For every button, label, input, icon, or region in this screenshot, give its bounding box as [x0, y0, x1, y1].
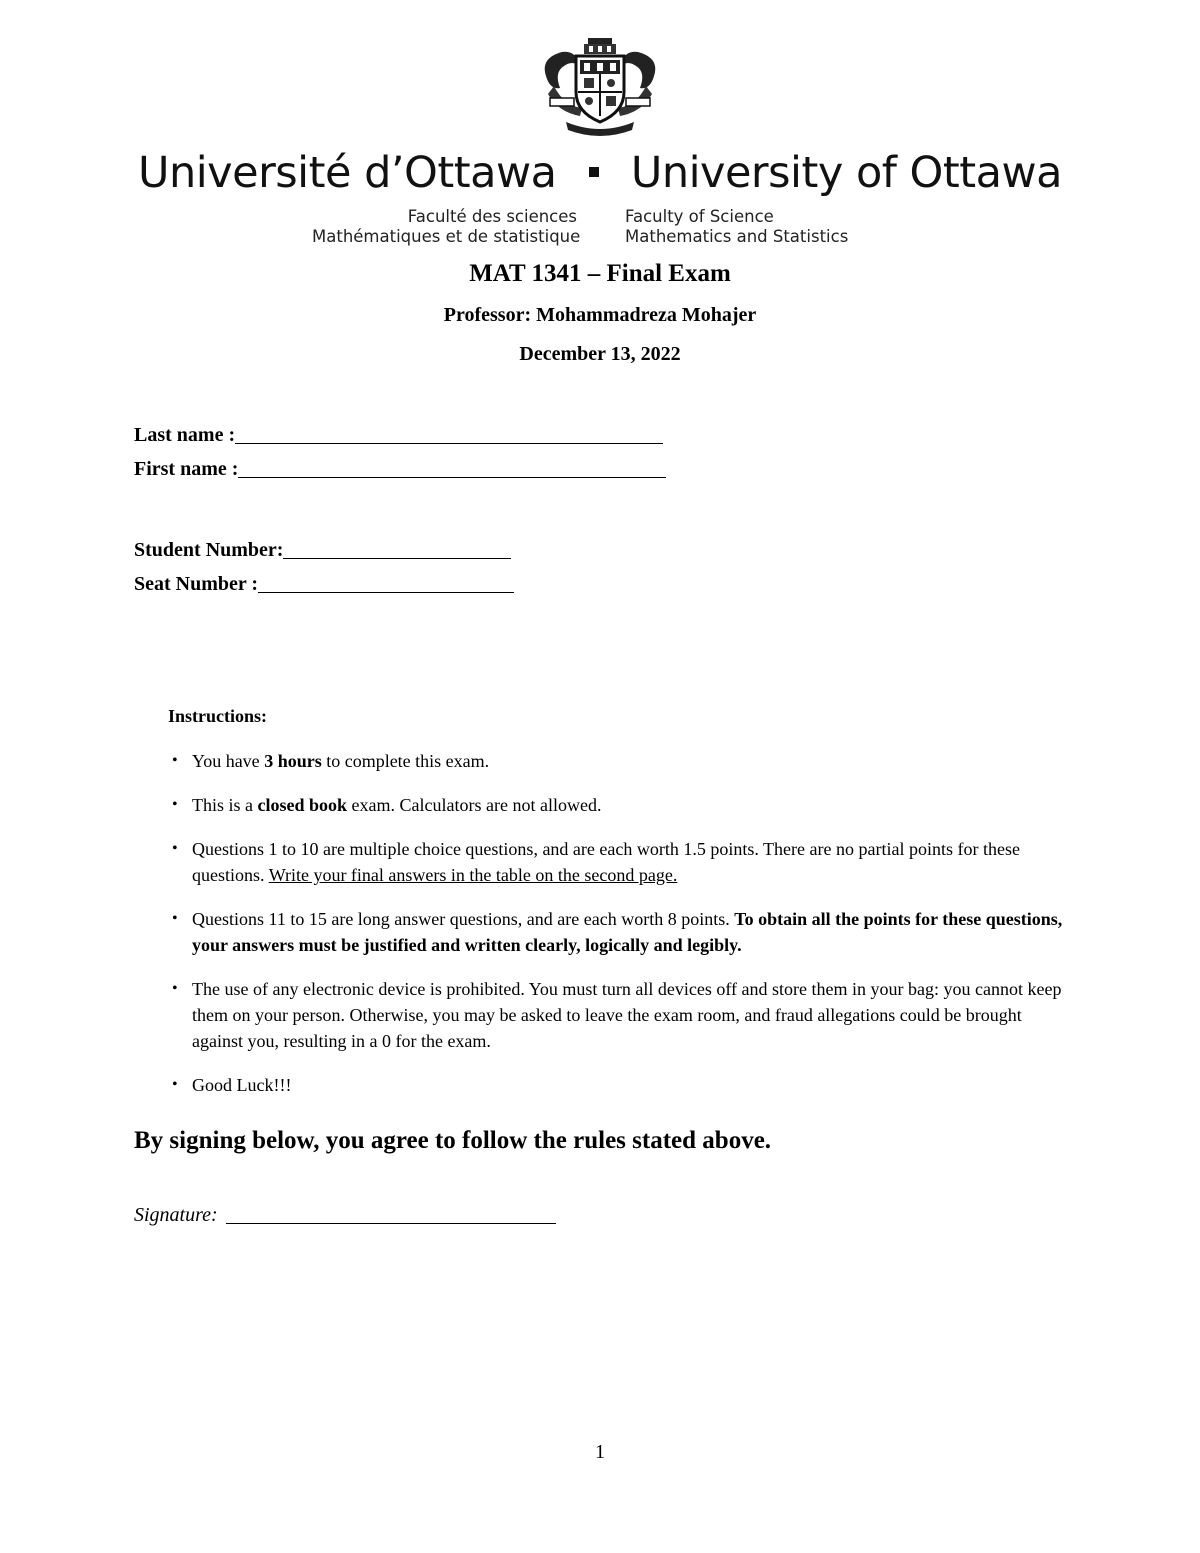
faculty-en-line2: Mathematics and Statistics [625, 227, 849, 246]
faculty-fr-line2: Mathématiques et de statistique [312, 227, 581, 246]
first-name-label: First name : [134, 458, 239, 480]
last-name-field[interactable] [134, 422, 663, 447]
seat-number-label: Seat Number : [134, 573, 259, 595]
instruction-underlined: Write your final answers in the table on the second page. [268, 865, 678, 885]
university-name-en: University of Ottawa [630, 148, 1062, 198]
university-name-fr: Université d’Ottawa [138, 148, 557, 198]
instruction-text: Good Luck!!! [192, 1075, 292, 1095]
instruction-text: The use of any electronic device is prohibited. You must turn all devices off and store them in your bag: you cannot keep them on your person. Otherwise, you may be asked to leave the exam room, and fraud allegations could be brought against you, resulting in a 0 for the exam. [192, 979, 1062, 1051]
instruction-text: Questions 1 to 10 are multiple choice questions, and are each worth 1.5 points. There are no partial points for these questions. [192, 839, 1020, 885]
exam-title: MAT 1341 – Final Exam [469, 260, 731, 287]
instruction-item-duration [168, 748, 1068, 774]
instruction-item-good-luck [168, 1072, 1068, 1098]
instruction-emphasis: closed book [257, 795, 348, 815]
instruction-item-multiple-choice [168, 836, 1068, 888]
agreement-statement: By signing below, you agree to follow the rules stated above. [134, 1127, 772, 1154]
faculty-en-line1: Faculty of Science [625, 207, 774, 226]
student-number-blank[interactable] [283, 540, 511, 559]
signature-field[interactable] [134, 1202, 556, 1227]
instructions-heading: Instructions: [168, 706, 268, 726]
student-number-field[interactable] [134, 537, 511, 562]
instructions-list [168, 748, 1068, 1116]
faculty-fr-line1: Faculté des sciences [407, 207, 577, 226]
instruction-item-closed-book [168, 792, 1068, 818]
seat-number-field[interactable] [134, 571, 514, 596]
faculty-fr [312, 207, 581, 247]
instruction-text: You have [192, 751, 265, 771]
exam-date: December 13, 2022 [519, 343, 681, 365]
professor-name: Professor: Mohammadreza Mohajer [443, 304, 757, 326]
signature-label: Signature: [134, 1204, 218, 1226]
page-number: 1 [595, 1441, 605, 1463]
instruction-text: This is a [192, 795, 258, 815]
university-crest-icon [536, 36, 664, 136]
faculty-en [625, 207, 848, 247]
separator-square-icon [589, 167, 599, 177]
last-name-blank[interactable] [235, 425, 663, 444]
first-name-field[interactable] [134, 456, 666, 481]
signature-blank[interactable] [226, 1205, 556, 1224]
instruction-text: to complete this exam. [321, 751, 490, 771]
seat-number-blank[interactable] [258, 574, 514, 593]
instruction-text: exam. Calculators are not allowed. [347, 795, 602, 815]
instruction-item-devices [168, 976, 1068, 1054]
instruction-emphasis: 3 hours [264, 751, 322, 771]
first-name-blank[interactable] [238, 459, 666, 478]
last-name-label: Last name : [134, 424, 236, 446]
instruction-item-long-answer [168, 906, 1068, 958]
instruction-emphasis: To obtain all the points for these questions, your answers must be justified and written clearly, logically and legibly. [192, 909, 1063, 955]
instruction-text: Questions 11 to 15 are long answer questions, and are each worth 8 points. [192, 909, 735, 929]
student-number-label: Student Number: [134, 539, 284, 561]
university-name [138, 148, 1062, 198]
